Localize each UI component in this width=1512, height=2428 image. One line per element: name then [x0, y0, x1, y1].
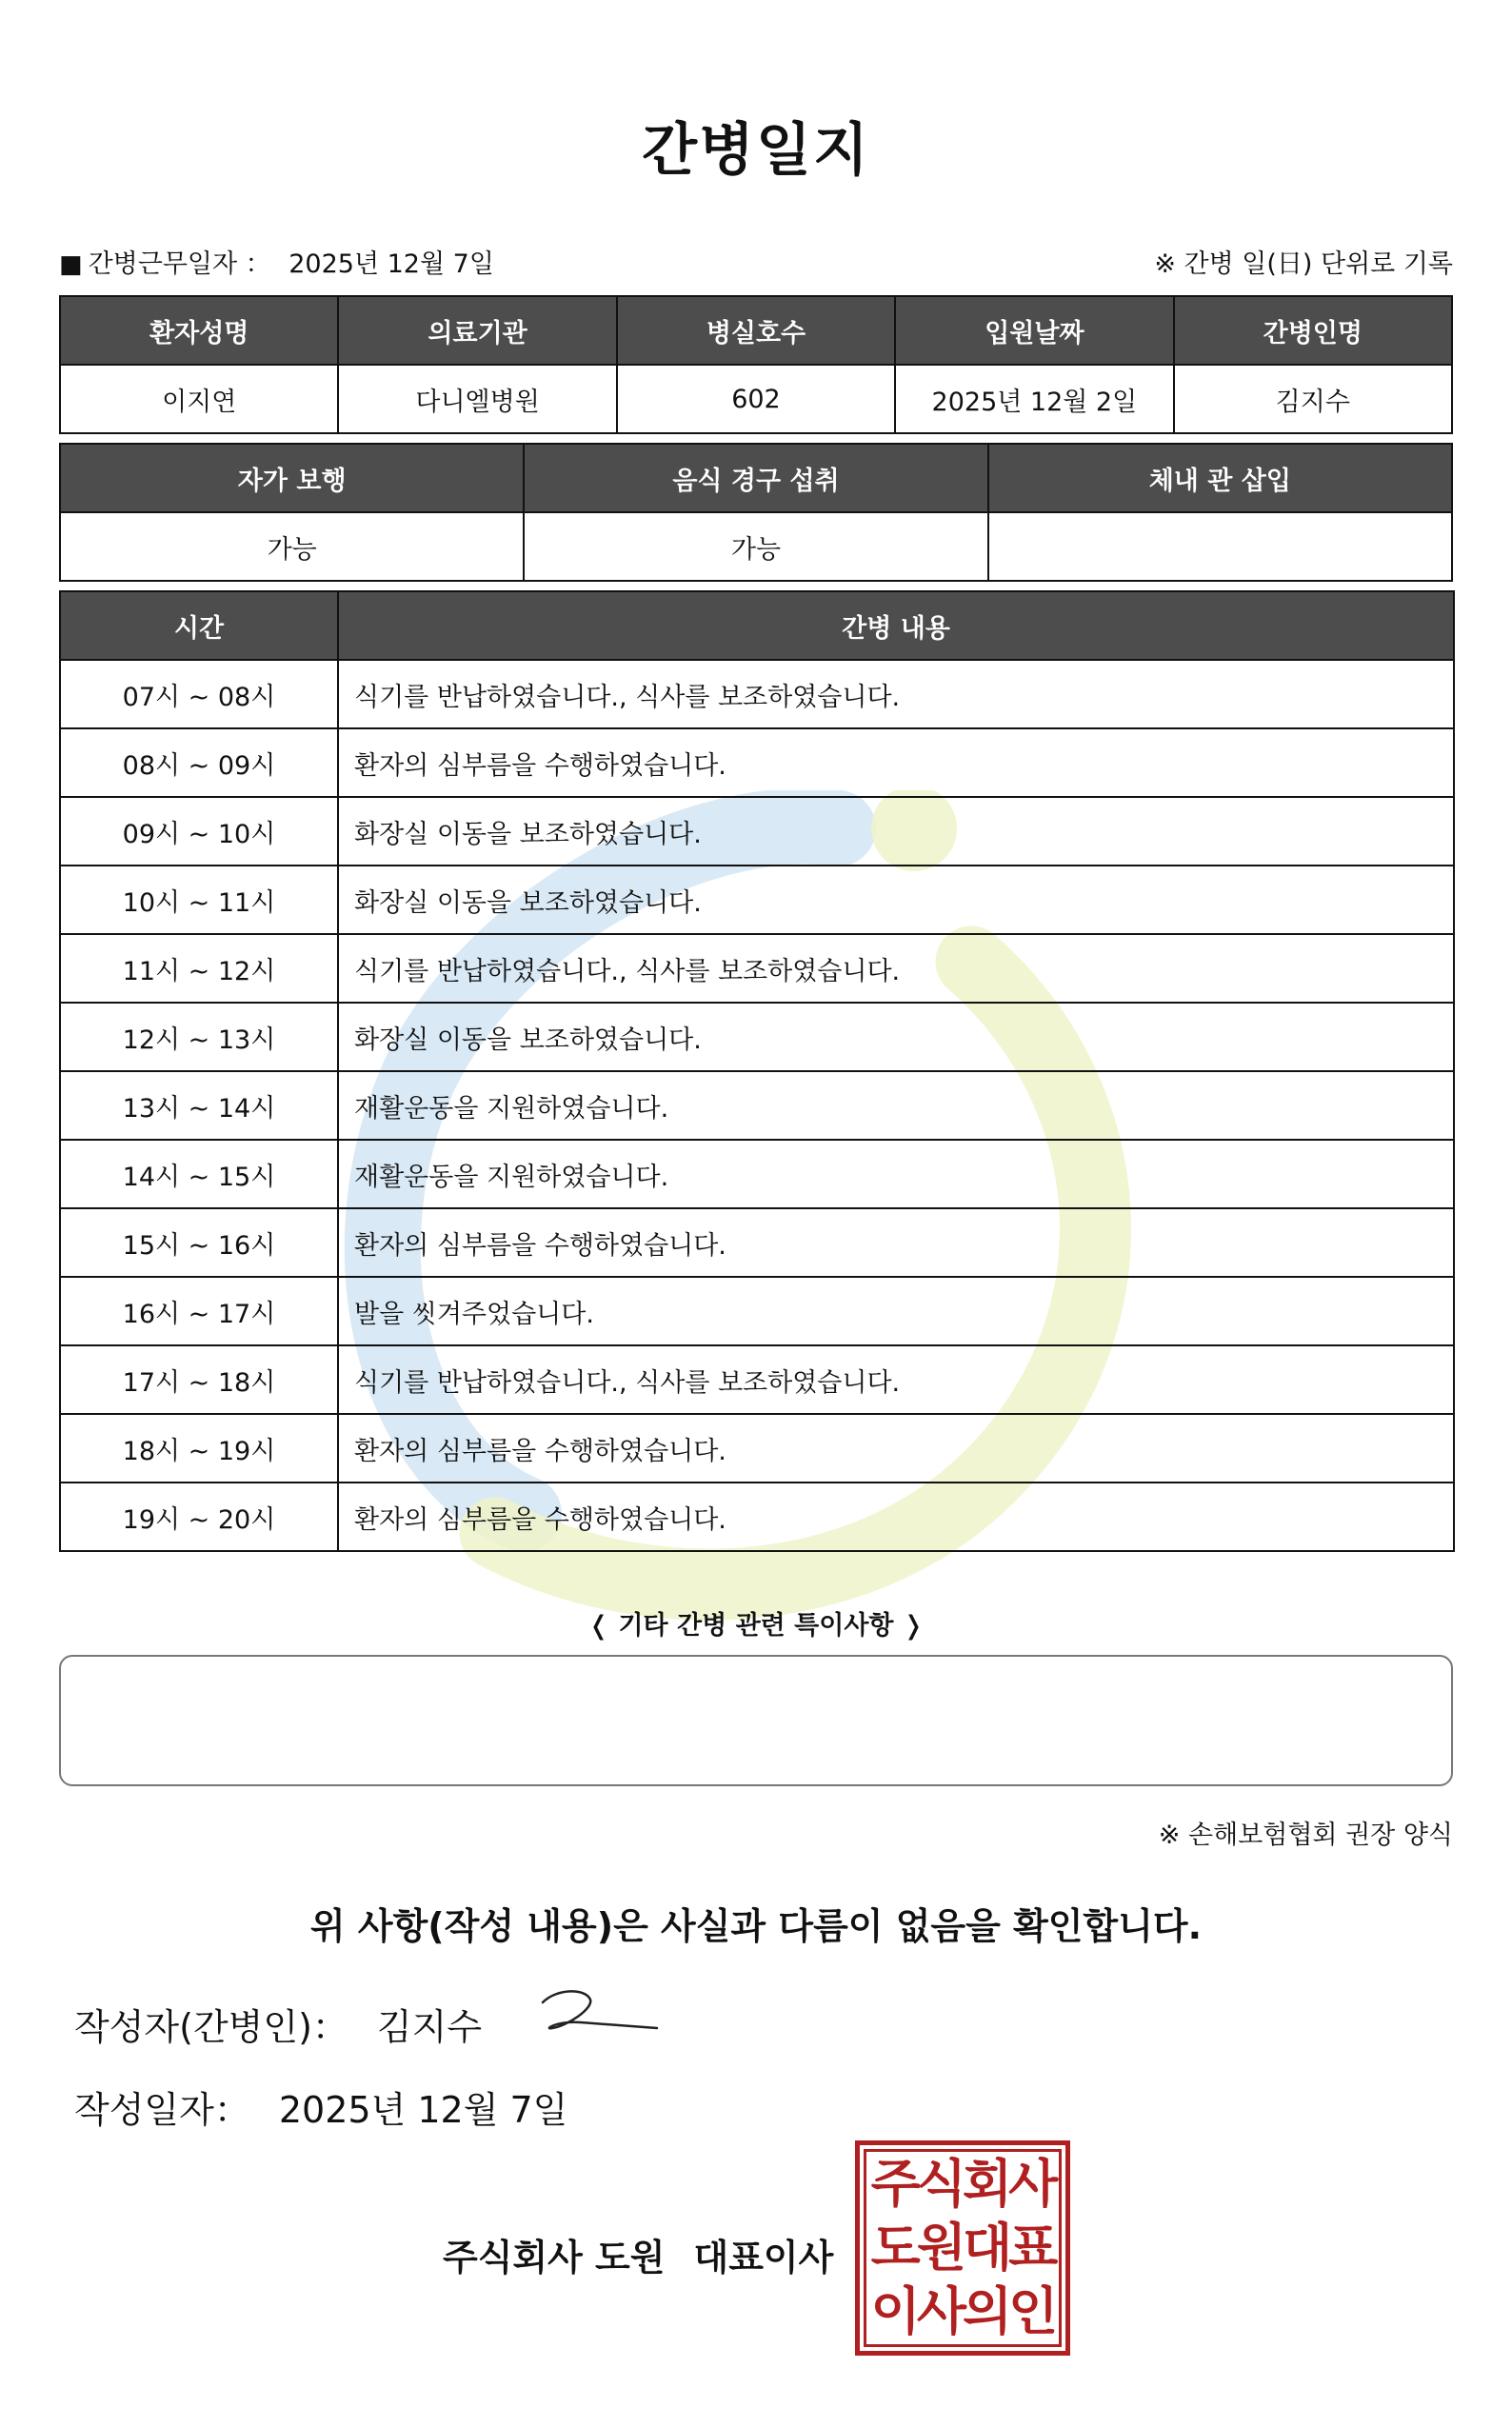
header-hospital: 의료기관: [338, 296, 616, 365]
hospital-name: 다니엘병원: [338, 365, 616, 433]
table-row: [60, 1414, 1454, 1483]
header-care-content: 간병 내용: [338, 591, 1454, 660]
time-cell: 07시 ~ 08시: [60, 660, 338, 728]
patient-info-table: [59, 295, 1453, 434]
header-oral-intake: 음식 경구 섭취: [524, 444, 987, 512]
writer-label: 작성자(간병인)：: [74, 2006, 348, 2048]
header-time: 시간: [60, 591, 338, 660]
header-tube-insertion: 체내 관 삽입: [988, 444, 1452, 512]
table-row: [60, 1345, 1454, 1414]
content-cell: 재활운동을 지원하였습니다.: [338, 1071, 1454, 1140]
table-row: [60, 1208, 1454, 1277]
table-row: [60, 1483, 1454, 1551]
time-cell: 11시 ~ 12시: [60, 934, 338, 1003]
header-admission-date: 입원날짜: [895, 296, 1173, 365]
written-date-label: 작성일자：: [74, 2089, 250, 2131]
content-cell: 화장실 이동을 보조하였습니다.: [338, 866, 1454, 934]
care-log-table: [59, 590, 1455, 1552]
time-cell: 17시 ~ 18시: [60, 1345, 338, 1414]
content-cell: 발을 씻겨주었습니다.: [338, 1277, 1454, 1345]
time-cell: 18시 ~ 19시: [60, 1414, 338, 1483]
time-cell: 15시 ~ 16시: [60, 1208, 338, 1277]
table-row: [60, 728, 1454, 797]
table-row: [60, 866, 1454, 934]
content-cell: 화장실 이동을 보조하였습니다.: [338, 1003, 1454, 1071]
time-cell: 19시 ~ 20시: [60, 1483, 338, 1551]
content-cell: 재활운동을 지원하였습니다.: [338, 1140, 1454, 1208]
confirmation-statement: 위 사항(작성 내용)은 사실과 다름이 없음을 확인합니다.: [309, 1905, 1203, 1947]
writer-name: 김지수: [376, 2006, 483, 2048]
time-cell: 08시 ~ 09시: [60, 728, 338, 797]
remarks-box: [59, 1655, 1453, 1786]
company-line: [443, 2228, 833, 2280]
header-patient-name: 환자성명: [60, 296, 338, 365]
time-cell: 13시 ~ 14시: [60, 1071, 338, 1140]
content-cell: 환자의 심부름을 수행하였습니다.: [338, 1208, 1454, 1277]
content-cell: 식기를 반납하였습니다., 식사를 보조하였습니다.: [338, 1345, 1454, 1414]
admission-date: 2025년 12월 2일: [895, 365, 1173, 433]
time-cell: 14시 ~ 15시: [60, 1140, 338, 1208]
content-cell: 환자의 심부름을 수행하였습니다.: [338, 1414, 1454, 1483]
table-row: [60, 934, 1454, 1003]
form-source-note: ※ 손해보험협회 권장 양식: [1158, 1821, 1453, 1850]
written-date-line: [74, 2080, 567, 2133]
header-room: 병실호수: [617, 296, 895, 365]
content-cell: 환자의 심부름을 수행하였습니다.: [338, 728, 1454, 797]
signature-image: [538, 1988, 662, 2045]
time-cell: 10시 ~ 11시: [60, 866, 338, 934]
stamp-line: 주식회사: [870, 2153, 1055, 2214]
work-date-label: 간병근무일자 ：: [88, 249, 271, 279]
stamp-line: 도원대표: [870, 2217, 1055, 2278]
content-cell: 식기를 반납하였습니다., 식사를 보조하였습니다.: [338, 660, 1454, 728]
time-cell: 16시 ~ 17시: [60, 1277, 338, 1345]
self-walking-value: 가능: [60, 512, 524, 581]
table-row: [60, 660, 1454, 728]
time-cell: 09시 ~ 10시: [60, 797, 338, 866]
room-number: 602: [617, 365, 895, 433]
table-row: [60, 1003, 1454, 1071]
document-title: 간병일지: [642, 117, 870, 184]
work-date: [59, 243, 494, 280]
patient-name: 이지연: [60, 365, 338, 433]
caregiver-name: 김지수: [1174, 365, 1452, 433]
square-bullet-icon: ■: [59, 250, 83, 279]
record-unit-note: ※ 간병 일(日) 단위로 기록: [1154, 249, 1453, 279]
content-cell: 식기를 반납하였습니다., 식사를 보조하였습니다.: [338, 934, 1454, 1003]
content-cell: 환자의 심부름을 수행하였습니다.: [338, 1483, 1454, 1551]
content-cell: 화장실 이동을 보조하였습니다.: [338, 797, 1454, 866]
remarks-title: ❬ 기타 간병 관련 특이사항 ❭: [587, 1611, 925, 1641]
written-date-value: 2025년 12월 7일: [278, 2089, 568, 2131]
time-cell: 12시 ~ 13시: [60, 1003, 338, 1071]
tube-insertion-value: [988, 512, 1452, 581]
patient-status-table: [59, 443, 1453, 582]
ceo-title: 대표이사: [693, 2237, 834, 2279]
stamp-line: 이사의인: [870, 2281, 1055, 2342]
table-row: [60, 797, 1454, 866]
table-row: [60, 1071, 1454, 1140]
work-date-value: 2025년 12월 7일: [288, 249, 494, 279]
header-self-walking: 자가 보행: [60, 444, 524, 512]
oral-intake-value: 가능: [524, 512, 987, 581]
table-row: [60, 1140, 1454, 1208]
table-row: [60, 1277, 1454, 1345]
company-seal-stamp: [855, 2140, 1070, 2356]
stamp-inner: [864, 2149, 1062, 2347]
header-caregiver: 간병인명: [1174, 296, 1452, 365]
company-name: 주식회사 도원: [443, 2237, 666, 2279]
writer-line: [74, 1998, 482, 2050]
